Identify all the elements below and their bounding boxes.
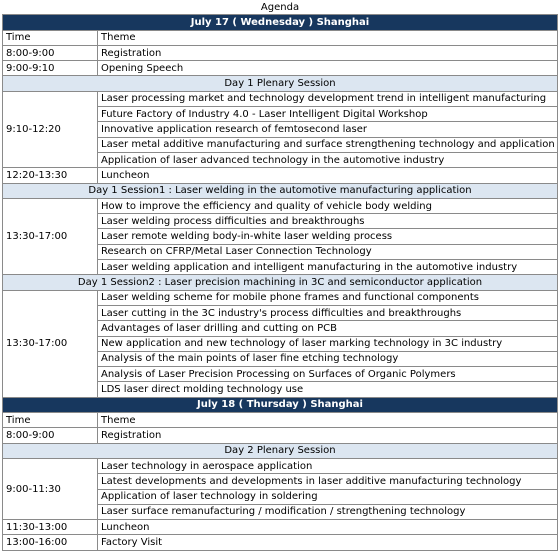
row-theme: Factory Visit (98, 535, 558, 550)
agenda-item: Innovative application research of femtosecond laser (98, 122, 558, 137)
row-theme: Luncheon (98, 520, 558, 535)
day1-session2-time: 13:30-17:00 (3, 290, 98, 397)
row-theme: Registration (98, 428, 558, 443)
row-time: 12:20-13:30 (3, 168, 98, 183)
day2-plenary-time: 9:00-11:30 (3, 458, 98, 519)
agenda-item: Application of laser advanced technology in the automotive industry (98, 152, 558, 167)
agenda-item: Laser welding process difficulties and breakthroughs (98, 214, 558, 229)
agenda-item: New application and new technology of laser marking technology in 3C industry (98, 336, 558, 351)
row-time: 8:00-9:00 (3, 428, 98, 443)
agenda-item: Laser technology in aerospace application (98, 458, 558, 473)
agenda-item: Laser cutting in the 3C industry's process difficulties and breakthroughs (98, 305, 558, 320)
agenda-item: Laser processing market and technology development trend in intelligent manufacturing (98, 91, 558, 106)
day1-session2-header: Day 1 Session2 : Laser precision machining in 3C and semiconductor application (3, 275, 558, 290)
day2-header: July 18 ( Thursday ) Shanghai (3, 397, 558, 412)
agenda-table (2, 0, 558, 551)
agenda-item: Laser surface remanufacturing / modification / strengthening technology (98, 504, 558, 519)
row-time: 8:00-9:00 (3, 45, 98, 60)
day1-session1-header: Day 1 Session1 : Laser welding in the automotive manufacturing application (3, 183, 558, 198)
column-header-time: Time (3, 413, 98, 428)
agenda-item: Analysis of Laser Precision Processing on Surfaces of Organic Polymers (98, 367, 558, 382)
row-time: 11:30-13:00 (3, 520, 98, 535)
day1-plenary-header: Day 1 Plenary Session (3, 76, 558, 91)
agenda-item: Latest developments and developments in laser additive manufacturing technology (98, 474, 558, 489)
agenda-item: Analysis of the main points of laser fine etching technology (98, 351, 558, 366)
row-theme: Registration (98, 45, 558, 60)
row-theme: Opening Speech (98, 61, 558, 76)
agenda-item: Future Factory of Industry 4.0 - Laser Intelligent Digital Workshop (98, 107, 558, 122)
agenda-item: Advantages of laser drilling and cutting on PCB (98, 321, 558, 336)
agenda-item: Application of laser technology in soldering (98, 489, 558, 504)
day1-session1-time: 13:30-17:00 (3, 198, 98, 274)
row-time: 9:00-9:10 (3, 61, 98, 76)
agenda-item: Laser remote welding body-in-white laser welding process (98, 229, 558, 244)
row-time: 13:00-16:00 (3, 535, 98, 550)
column-header-theme: Theme (98, 413, 558, 428)
agenda-title: Agenda (260, 1, 300, 13)
agenda-item: LDS laser direct molding technology use (98, 382, 558, 397)
agenda-item: Laser metal additive manufacturing and surface strengthening technology and application (98, 137, 558, 152)
row-theme: Luncheon (98, 168, 558, 183)
agenda-item: Laser welding application and intelligent manufacturing in the automotive industry (98, 260, 558, 275)
column-header-theme: Theme (98, 30, 558, 45)
agenda-item: How to improve the efficiency and quality of vehicle body welding (98, 198, 558, 213)
day2-plenary-header: Day 2 Plenary Session (3, 443, 558, 458)
day1-plenary-time: 9:10-12:20 (3, 91, 98, 167)
agenda-item: Laser welding scheme for mobile phone frames and functional components (98, 290, 558, 305)
agenda-item: Research on CFRP/Metal Laser Connection Technology (98, 244, 558, 259)
day1-header: July 17 ( Wednesday ) Shanghai (3, 15, 558, 30)
column-header-time: Time (3, 30, 98, 45)
